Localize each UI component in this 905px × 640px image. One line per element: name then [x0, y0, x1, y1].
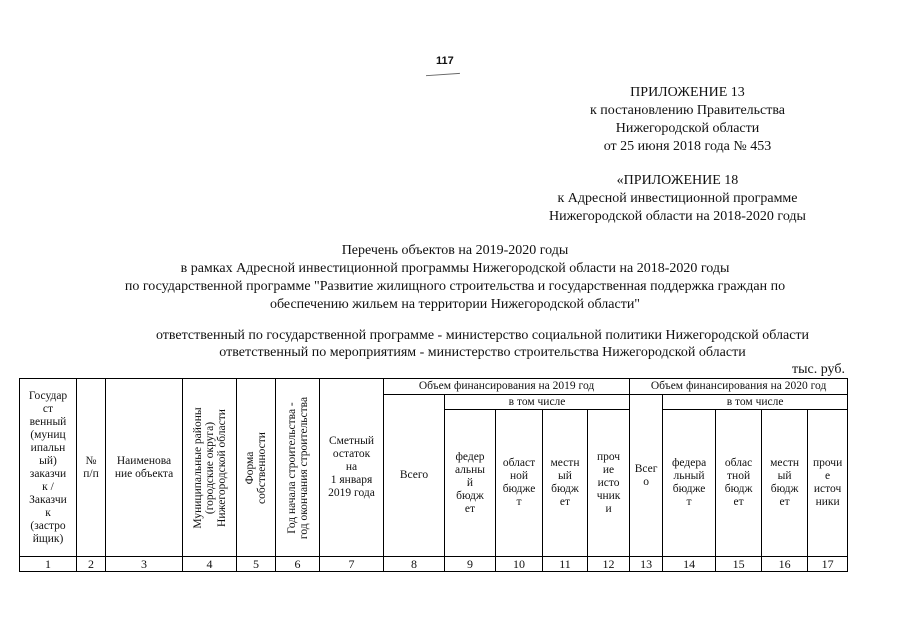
column-number: 16: [762, 557, 808, 572]
header-customer: Государ ст венный (муниц ипальн ый) заказчи к / Заказчи к (застро йщик): [20, 379, 77, 557]
appendix-13-line2: к постановлению Правительства: [589, 103, 786, 118]
appendix-18-header: [535, 172, 820, 226]
title-line2: в рамках Адресной инвестиционной программы Нижегородской области на 2018-2020 годы: [180, 261, 730, 276]
header-fin-2019: Объем финансирования на 2019 год: [384, 379, 630, 395]
column-number: 6: [276, 557, 320, 572]
column-number: 3: [106, 557, 183, 572]
appendix-18-line3: Нижегородской области на 2018-2020 годы: [549, 209, 806, 224]
header-years: [276, 379, 320, 557]
column-number-row: [20, 557, 848, 572]
header-balance: Сметный остаток на 1 января 2019 года: [320, 379, 384, 557]
header-local-2020: местн ый бюдж ет: [762, 410, 808, 557]
units-label: тыс. руб.: [792, 362, 845, 377]
responsible-program: ответственный по государственной программе - министерство социальной политики Нижегородской области: [155, 328, 810, 343]
header-federal-2019: федер альны й бюдж ет: [445, 410, 496, 557]
column-number: 17: [808, 557, 848, 572]
column-number: 4: [183, 557, 237, 572]
column-number: 5: [237, 557, 276, 572]
appendix-18-title: «ПРИЛОЖЕНИЕ 18: [616, 173, 739, 188]
column-number: 12: [588, 557, 630, 572]
header-ownership: [237, 379, 276, 557]
document-title: [60, 242, 850, 314]
objects-table: [19, 378, 848, 572]
header-total-2020: Всег о: [630, 395, 663, 557]
header-years-text: Год начала строительства - год окончания строительства: [285, 396, 310, 539]
header-object-name: Наименова ние объекта: [106, 379, 183, 557]
title-line3: по государственной программе "Развитие жилищного строительства и государственная поддержка граждан по: [124, 279, 786, 294]
column-number: 7: [320, 557, 384, 572]
appendix-13-date: от 25 июня 2018 года № 453: [603, 139, 772, 154]
column-number: 10: [496, 557, 543, 572]
header-including-2020: в том числе: [663, 395, 848, 410]
title-line4: обеспечению жильем на территории Нижегородской области": [269, 297, 641, 312]
column-number: 1: [20, 557, 77, 572]
header-districts-text: Муниципальные районы (городские округа) Нижегородской области: [191, 406, 228, 529]
header-number: № п/п: [77, 379, 106, 557]
header-districts: [183, 379, 237, 557]
column-number: 15: [716, 557, 762, 572]
header-other-2020: прочи е источ ники: [808, 410, 848, 557]
column-number: 14: [663, 557, 716, 572]
handwritten-mark: [426, 73, 460, 77]
header-other-2019: проч ие исто чник и: [588, 410, 630, 557]
header-total-2019: Всего: [384, 395, 445, 557]
title-line1: Перечень объектов на 2019-2020 годы: [341, 243, 569, 258]
header-regional-2020: облас тной бюдж ет: [716, 410, 762, 557]
appendix-13-line3: Нижегородской области: [615, 121, 760, 136]
appendix-13-header: [575, 84, 800, 156]
column-number: 8: [384, 557, 445, 572]
appendix-18-line2: к Адресной инвестиционной программе: [557, 191, 798, 206]
header-fin-2020: Объем финансирования на 2020 год: [630, 379, 848, 395]
column-number: 9: [445, 557, 496, 572]
page-number: 117: [436, 55, 454, 67]
appendix-13-title: ПРИЛОЖЕНИЕ 13: [630, 85, 745, 100]
header-local-2019: местн ый бюдж ет: [543, 410, 588, 557]
header-including-2019: в том числе: [445, 395, 630, 410]
column-number: 11: [543, 557, 588, 572]
header-ownership-text: Форма собственности: [244, 431, 268, 504]
column-number: 13: [630, 557, 663, 572]
header-regional-2019: област ной бюдже т: [496, 410, 543, 557]
column-number: 2: [77, 557, 106, 572]
header-federal-2020: федера льный бюдже т: [663, 410, 716, 557]
responsible-activities: ответственный по мероприятиям - министерство строительства Нижегородской области: [219, 345, 746, 360]
